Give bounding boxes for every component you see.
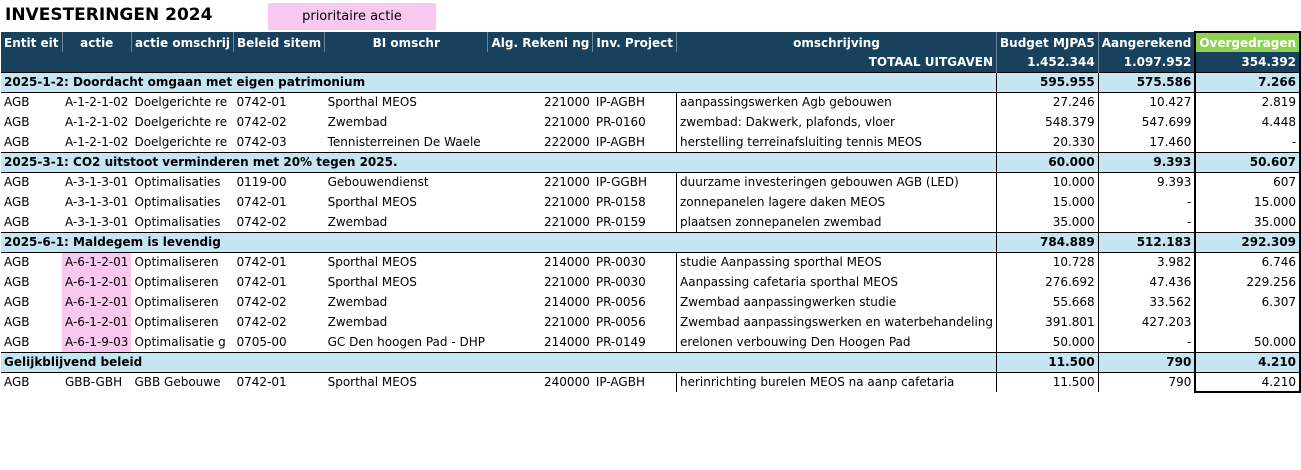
cell-actie[interactable]: A-6-1-2-01 — [62, 252, 131, 272]
cell-actie-omschr[interactable]: Optimaliseren — [134, 295, 219, 309]
cell-alg-rekening[interactable]: 214000 — [544, 334, 590, 349]
cell-entiteit[interactable]: AGB — [4, 214, 30, 229]
cell-entiteit[interactable]: AGB — [4, 115, 30, 129]
cell-actie-omschr[interactable]: GBB Gebouwe — [134, 375, 221, 390]
cell-overgedragen[interactable]: - — [1195, 132, 1300, 152]
cell-budget[interactable]: 50.000 — [997, 332, 1099, 352]
section-overgedragen[interactable]: 50.607 — [1195, 152, 1300, 172]
cell-overgedragen[interactable]: 607 — [1195, 172, 1300, 192]
cell-budget[interactable]: 15.000 — [997, 192, 1099, 212]
cell-aangerekend[interactable]: 427.203 — [1098, 312, 1195, 332]
cell-overgedragen[interactable]: 6.307 — [1195, 292, 1300, 312]
cell-overgedragen[interactable]: 35.000 — [1195, 212, 1300, 232]
cell-budget[interactable]: 276.692 — [997, 272, 1099, 292]
cell-actie-omschr[interactable]: Doelgerichte re — [134, 134, 228, 149]
section-overgedragen[interactable]: 4.210 — [1195, 352, 1300, 372]
section-budget[interactable]: 60.000 — [997, 152, 1099, 172]
cell-bi-omschr[interactable]: Zwembad — [327, 315, 388, 329]
cell-aangerekend[interactable]: 47.436 — [1098, 272, 1195, 292]
cell-actie-omschr[interactable]: Optimalisatie g — [134, 334, 226, 349]
cell-budget[interactable]: 20.330 — [997, 132, 1099, 152]
col-header-entiteit[interactable]: Entit eit — [1, 32, 62, 52]
cell-beleidsitem[interactable]: 0742-01 — [236, 275, 287, 289]
section-budget[interactable]: 784.889 — [997, 232, 1099, 252]
cell-beleidsitem[interactable]: 0742-01 — [236, 255, 287, 270]
cell-actie[interactable]: A-6-1-2-01 — [62, 272, 131, 292]
cell-entiteit[interactable]: AGB — [4, 95, 30, 110]
table-row — [1, 252, 1300, 272]
cell-aangerekend[interactable]: 9.393 — [1098, 172, 1195, 192]
cell-bi-omschr[interactable]: Zwembad — [327, 295, 388, 309]
cell-aangerekend[interactable]: 790 — [1098, 372, 1195, 392]
cell-alg-rekening[interactable]: 214000 — [544, 295, 590, 309]
cell-overgedragen[interactable]: 229.256 — [1195, 272, 1300, 292]
cell-alg-rekening[interactable]: 221000 — [544, 275, 590, 289]
table-row — [1, 212, 1300, 232]
cell-entiteit[interactable]: AGB — [4, 275, 30, 289]
total-budget[interactable]: 1.452.344 — [997, 52, 1099, 72]
cell-actie[interactable]: A-1-2-1-02 — [65, 115, 129, 129]
cell-budget[interactable]: 10.000 — [997, 172, 1099, 192]
cell-actie-omschr[interactable]: Optimaliseren — [134, 275, 219, 289]
cell-omschrijving[interactable]: zonnepanelen lagere daken MEOS — [677, 192, 997, 212]
cell-aangerekend[interactable]: 17.460 — [1098, 132, 1195, 152]
cell-entiteit[interactable]: AGB — [4, 334, 30, 349]
cell-aangerekend[interactable]: 10.427 — [1098, 92, 1195, 112]
cell-alg-rekening[interactable]: 221000 — [544, 115, 590, 129]
cell-actie[interactable]: A-1-2-1-02 — [65, 134, 129, 149]
cell-alg-rekening[interactable]: 221000 — [544, 214, 590, 229]
cell-actie[interactable]: GBB-GBH — [65, 375, 123, 390]
cell-beleidsitem[interactable]: 0119-00 — [236, 175, 287, 190]
cell-omschrijving[interactable]: aanpassingswerken Agb gebouwen — [677, 92, 997, 112]
cell-overgedragen[interactable]: 4.448 — [1195, 112, 1300, 132]
cell-actie-omschr[interactable]: Doelgerichte re — [134, 95, 228, 110]
cell-entiteit[interactable]: AGB — [4, 375, 30, 390]
cell-beleidsitem[interactable]: 0742-02 — [236, 315, 287, 329]
cell-aangerekend[interactable]: 3.982 — [1098, 252, 1195, 272]
section-row — [1, 72, 1300, 92]
cell-inv-project[interactable]: PR-0160 — [595, 115, 646, 129]
cell-entiteit[interactable]: AGB — [4, 255, 30, 270]
cell-aangerekend[interactable]: - — [1098, 212, 1195, 232]
cell-overgedragen[interactable]: 2.819 — [1195, 92, 1300, 112]
cell-alg-rekening[interactable]: 221000 — [544, 195, 590, 209]
cell-beleidsitem[interactable]: 0742-01 — [236, 95, 287, 110]
cell-actie[interactable]: A-3-1-3-01 — [65, 214, 129, 229]
cell-actie-omschr[interactable]: Optimalisaties — [134, 214, 221, 229]
cell-inv-project[interactable]: PR-0030 — [595, 275, 646, 289]
total-overgedragen[interactable]: 354.392 — [1195, 52, 1300, 72]
cell-bi-omschr[interactable]: Sporthal MEOS — [327, 275, 417, 289]
cell-inv-project[interactable]: PR-0030 — [595, 255, 646, 270]
col-header-omschrijving[interactable]: omschrijving — [677, 32, 997, 52]
cell-beleidsitem[interactable]: 0742-01 — [236, 195, 287, 209]
cell-actie[interactable]: A-1-2-1-02 — [65, 95, 129, 110]
cell-entiteit[interactable]: AGB — [4, 134, 30, 149]
header-row — [1, 32, 1300, 52]
cell-aangerekend[interactable]: - — [1098, 332, 1195, 352]
cell-beleidsitem[interactable]: 0742-02 — [236, 115, 287, 129]
cell-overgedragen[interactable] — [1195, 312, 1300, 332]
cell-budget[interactable]: 27.246 — [997, 92, 1099, 112]
section-title[interactable]: 2025-6-1: Maldegem is levendig — [1, 232, 997, 252]
total-row — [1, 52, 1300, 72]
cell-actie-omschr[interactable]: Optimalisaties — [134, 195, 221, 209]
col-header-inv-project[interactable]: Inv. Project — [593, 32, 677, 52]
cell-budget[interactable]: 55.668 — [997, 292, 1099, 312]
cell-inv-project[interactable]: IP-GGBH — [595, 175, 647, 190]
cell-bi-omschr[interactable]: Sporthal MEOS — [327, 255, 417, 270]
section-aangerekend[interactable]: 575.586 — [1098, 72, 1195, 92]
section-row — [1, 232, 1300, 252]
cell-inv-project[interactable]: PR-0159 — [595, 214, 646, 229]
cell-omschrijving[interactable]: Aanpassing cafetaria sporthal MEOS — [677, 272, 997, 292]
cell-omschrijving[interactable]: herinrichting burelen MEOS na aanp cafetaria — [677, 372, 997, 392]
cell-overgedragen[interactable]: 4.210 — [1195, 372, 1300, 392]
section-title[interactable]: 2025-3-1: CO2 uitstoot verminderen met 20% tegen 2025. — [1, 152, 997, 172]
cell-beleidsitem[interactable]: 0742-03 — [236, 134, 287, 149]
table-row — [1, 292, 1300, 312]
cell-omschrijving[interactable]: plaatsen zonnepanelen zwembad — [677, 212, 997, 232]
cell-bi-omschr[interactable]: Gebouwendienst — [327, 175, 429, 190]
cell-omschrijving[interactable]: herstelling terreinafsluiting tennis MEOS — [677, 132, 997, 152]
cell-actie-omschr[interactable]: Optimaliseren — [134, 255, 219, 270]
table-row — [1, 332, 1300, 352]
cell-omschrijving[interactable]: studie Aanpassing sporthal MEOS — [677, 252, 997, 272]
col-header-bi-omschr[interactable]: BI omschr — [325, 32, 488, 52]
cell-overgedragen[interactable]: 6.746 — [1195, 252, 1300, 272]
table-row — [1, 312, 1300, 332]
cell-inv-project[interactable]: IP-AGBH — [595, 375, 645, 390]
col-header-alg-rekening[interactable]: Alg. Rekeni ng — [488, 32, 593, 52]
table-row — [1, 132, 1300, 152]
section-row — [1, 352, 1300, 372]
cell-alg-rekening[interactable]: 221000 — [544, 315, 590, 329]
cell-omschrijving[interactable]: erelonen verbouwing Den Hoogen Pad — [677, 332, 997, 352]
cell-aangerekend[interactable]: 547.699 — [1098, 112, 1195, 132]
cell-beleidsitem[interactable]: 0742-02 — [236, 295, 287, 309]
cell-aangerekend[interactable]: - — [1098, 192, 1195, 212]
cell-inv-project[interactable]: PR-0149 — [595, 334, 646, 349]
cell-inv-project[interactable]: PR-0056 — [595, 315, 646, 329]
col-header-actie[interactable]: actie — [62, 32, 131, 52]
col-header-actie-omschr[interactable]: actie omschrij — [131, 32, 233, 52]
col-header-aangerekend[interactable]: Aangerekend — [1098, 32, 1195, 52]
cell-budget[interactable]: 10.728 — [997, 252, 1099, 272]
cell-budget[interactable]: 391.801 — [997, 312, 1099, 332]
section-overgedragen[interactable]: 292.309 — [1195, 232, 1300, 252]
cell-omschrijving[interactable]: Zwembad aanpassingswerken en waterbehandeling — [677, 312, 997, 332]
table-row — [1, 92, 1300, 112]
table-row — [1, 192, 1300, 212]
table-row — [1, 172, 1300, 192]
col-header-overgedragen[interactable]: Overgedragen — [1195, 32, 1300, 52]
cell-beleidsitem[interactable]: 0742-01 — [236, 375, 287, 390]
sheet-title: INVESTERINGEN 2024 — [5, 5, 213, 25]
cell-omschrijving[interactable]: zwembad: Dakwerk, plafonds, vloer — [677, 112, 997, 132]
cell-entiteit[interactable]: AGB — [4, 295, 30, 309]
cell-alg-rekening[interactable]: 221000 — [544, 95, 590, 110]
section-overgedragen[interactable]: 7.266 — [1195, 72, 1300, 92]
cell-omschrijving[interactable]: Zwembad aanpassingwerken studie — [677, 292, 997, 312]
section-aangerekend[interactable]: 512.183 — [1098, 232, 1195, 252]
cell-inv-project[interactable]: PR-0158 — [595, 195, 646, 209]
cell-bi-omschr[interactable]: GC Den hoogen Pad - DHP — [327, 334, 485, 349]
table-row — [1, 112, 1300, 132]
cell-bi-omschr[interactable]: Sporthal MEOS — [327, 95, 417, 110]
total-aangerekend[interactable]: 1.097.952 — [1098, 52, 1195, 72]
investment-table — [1, 31, 1301, 393]
cell-actie[interactable]: A-3-1-3-01 — [65, 195, 129, 209]
section-aangerekend[interactable]: 9.393 — [1098, 152, 1195, 172]
total-label[interactable]: TOTAAL UITGAVEN — [1, 52, 997, 72]
priority-legend: prioritaire actie — [268, 3, 436, 30]
cell-inv-project[interactable]: IP-AGBH — [595, 95, 645, 110]
cell-alg-rekening[interactable]: 214000 — [544, 255, 590, 270]
cell-bi-omschr[interactable]: Tennisterreinen De Waele — [327, 134, 481, 149]
cell-actie[interactable]: A-6-1-2-01 — [62, 312, 131, 332]
section-title[interactable]: Gelijkblijvend beleid — [1, 352, 997, 372]
col-header-beleidsitem[interactable]: Beleid sitem — [234, 32, 325, 52]
section-row — [1, 152, 1300, 172]
cell-budget[interactable]: 548.379 — [997, 112, 1099, 132]
cell-actie[interactable]: A-3-1-3-01 — [65, 175, 129, 190]
cell-alg-rekening[interactable]: 221000 — [544, 175, 590, 190]
cell-entiteit[interactable]: AGB — [4, 195, 30, 209]
cell-actie[interactable]: A-6-1-2-01 — [62, 292, 131, 312]
cell-actie[interactable]: A-6-1-9-03 — [62, 332, 131, 352]
cell-bi-omschr[interactable]: Zwembad — [327, 214, 388, 229]
section-title[interactable]: 2025-1-2: Doordacht omgaan met eigen patrimonium — [1, 72, 997, 92]
cell-alg-rekening[interactable]: 240000 — [544, 375, 590, 390]
cell-inv-project[interactable]: PR-0056 — [595, 295, 646, 309]
cell-bi-omschr[interactable]: Sporthal MEOS — [327, 195, 417, 209]
cell-overgedragen[interactable]: 50.000 — [1195, 332, 1300, 352]
section-aangerekend[interactable]: 790 — [1098, 352, 1195, 372]
cell-bi-omschr[interactable]: Zwembad — [327, 115, 388, 129]
cell-budget[interactable]: 11.500 — [997, 372, 1099, 392]
table-row — [1, 272, 1300, 292]
cell-omschrijving[interactable]: duurzame investeringen gebouwen AGB (LED) — [677, 172, 997, 192]
col-header-budget[interactable]: Budget MJPA5 — [997, 32, 1099, 52]
cell-budget[interactable]: 35.000 — [997, 212, 1099, 232]
section-budget[interactable]: 595.955 — [997, 72, 1099, 92]
cell-beleidsitem[interactable]: 0742-02 — [236, 214, 287, 229]
cell-actie-omschr[interactable]: Optimalisaties — [134, 175, 221, 190]
cell-entiteit[interactable]: AGB — [4, 175, 30, 190]
cell-actie-omschr[interactable]: Optimaliseren — [134, 315, 219, 329]
cell-alg-rekening[interactable]: 222000 — [544, 134, 590, 149]
cell-actie-omschr[interactable]: Doelgerichte re — [134, 115, 228, 129]
cell-aangerekend[interactable]: 33.562 — [1098, 292, 1195, 312]
table-row — [1, 372, 1300, 392]
cell-overgedragen[interactable]: 15.000 — [1195, 192, 1300, 212]
cell-bi-omschr[interactable]: Sporthal MEOS — [327, 375, 417, 390]
cell-entiteit[interactable]: AGB — [4, 315, 30, 329]
cell-inv-project[interactable]: IP-AGBH — [595, 134, 645, 149]
section-budget[interactable]: 11.500 — [997, 352, 1099, 372]
cell-beleidsitem[interactable]: 0705-00 — [236, 334, 287, 349]
